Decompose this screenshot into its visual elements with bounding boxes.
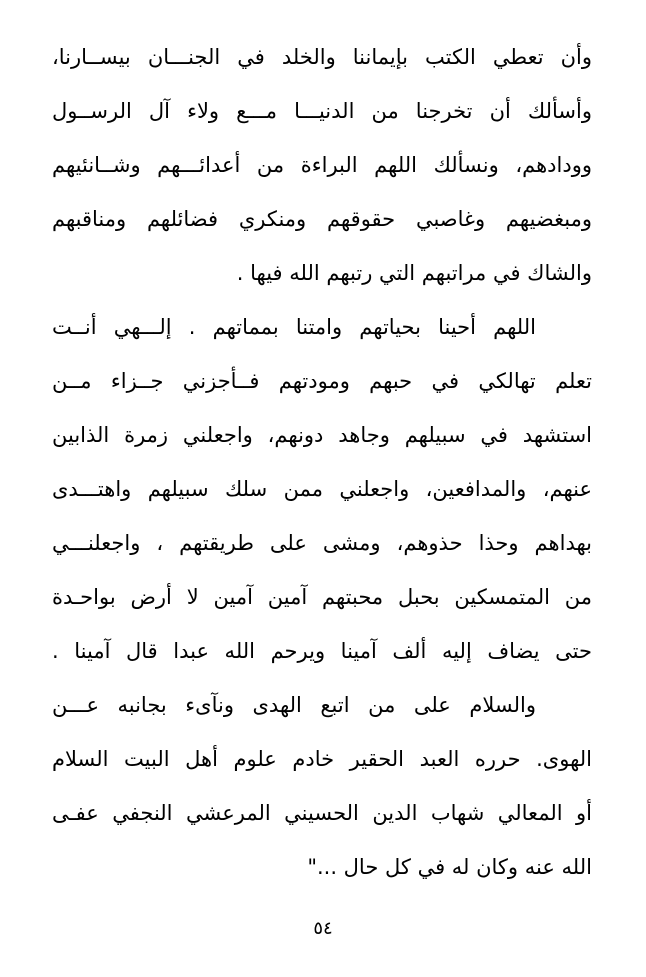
text-line: الهوى. حرره العبد الحقير خادم علوم أهل البيت السلام bbox=[52, 747, 592, 771]
text-line: والشاك في مراتبهم التي رتبهم الله فيها . bbox=[236, 261, 592, 285]
page-number: ٥٤ bbox=[313, 918, 333, 939]
text-line: وأسألك أن تخرجنا من الدنيـــا مـــع ولاء آل الرســول bbox=[52, 99, 592, 123]
text-line: استشهد في سبيلهم وجاهد دونهم، واجعلني زمرة الذابين bbox=[52, 423, 592, 447]
document-body bbox=[52, 30, 592, 894]
text-line: بهداهم وحذا حذوهم، ومشى على طريقتهم ، واجعلنـــي bbox=[52, 531, 592, 555]
text-line: من المتمسكين بحبل محبتهم آمين آمين لا أرض بواحـدة bbox=[52, 585, 592, 609]
text-line: حتى يضاف إليه ألف آمينا ويرحم الله عبدا قال آمينا . bbox=[52, 639, 592, 663]
text-line: وأن تعطي الكتب بإيماننا والخلد في الجنـــان بيســارنا، bbox=[52, 45, 592, 69]
text-line: والسلام على من اتبع الهدى ونآىء بجانبه عـــن bbox=[52, 693, 536, 717]
text-line: عنهم، والمدافعين، واجعلني ممن سلك سبيلهم واهتـــدى bbox=[52, 477, 592, 501]
text-line: اللهم أحينا بحياتهم وامتنا بمماتهم . إلـــهي أنــت bbox=[52, 315, 536, 339]
text-line: الله عنه وكان له في كل حال ..." bbox=[307, 855, 592, 879]
text-line: وودادهم، ونسألك اللهم البراءة من أعدائـــهم وشــانئيهم bbox=[52, 153, 592, 177]
paragraph-1 bbox=[52, 30, 592, 300]
text-line: أو المعالي شهاب الدين الحسيني المرعشي النجفي عفـى bbox=[52, 801, 592, 825]
text-line: ومبغضيهم وغاصبي حقوقهم ومنكري فضائلهم ومناقبهم bbox=[52, 207, 592, 231]
paragraph-2 bbox=[52, 300, 592, 678]
paragraph-3 bbox=[52, 678, 592, 894]
text-line: تعلم تهالكي في حبهم ومودتهم فــأجزني جــزاء مــن bbox=[52, 369, 592, 393]
